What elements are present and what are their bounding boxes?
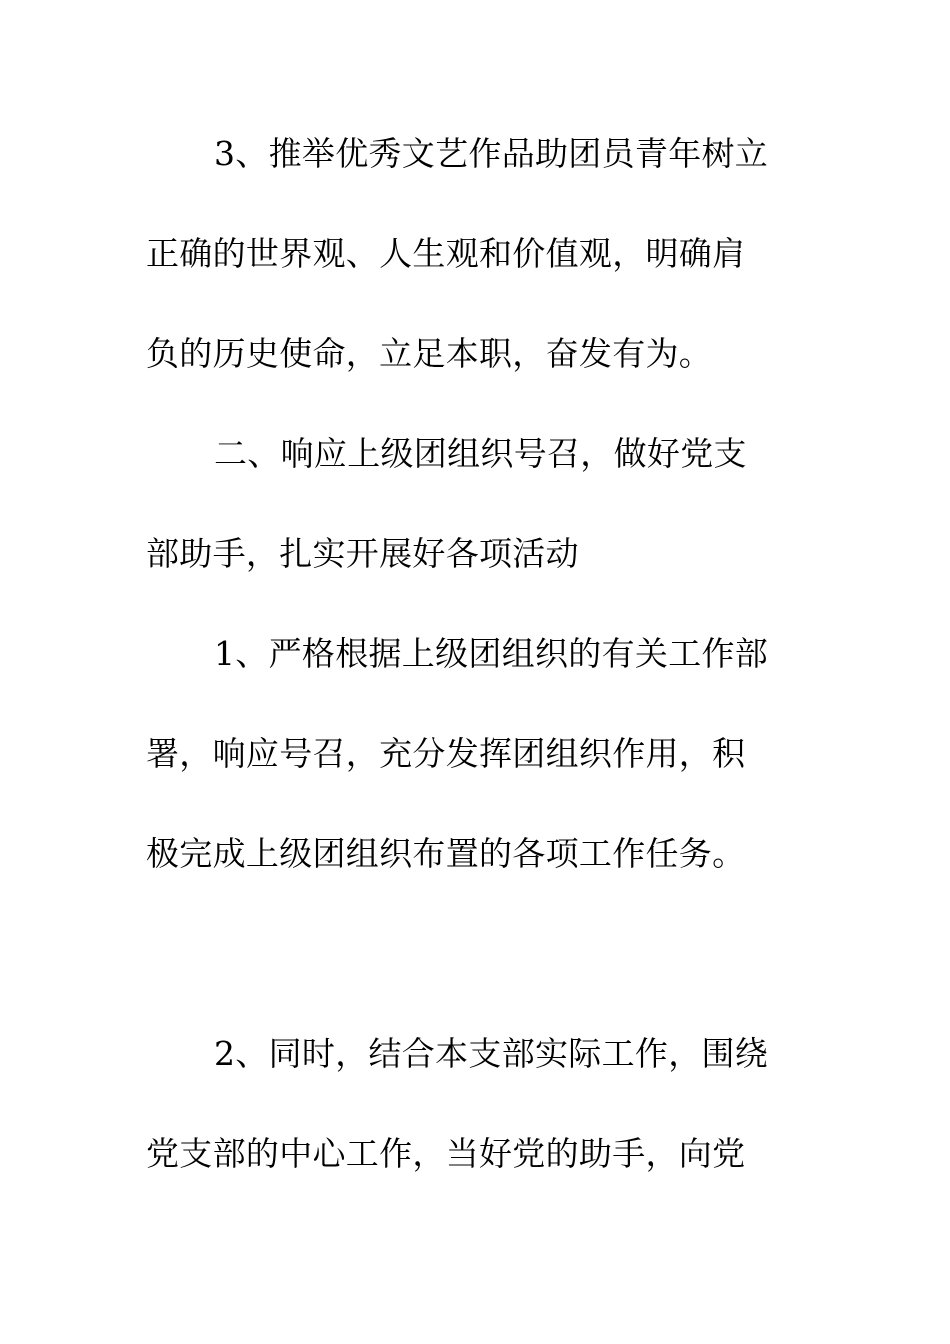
text-line: 部助手，扎实开展好各项活动 (146, 534, 579, 573)
text-line: 署，响应号召，充分发挥团组织作用，积 (146, 734, 746, 773)
text-line: 2、同时，结合本支部实际工作，围绕 (214, 1034, 769, 1073)
text-line: 党支部的中心工作，当好党的助手，向党 (146, 1134, 746, 1173)
text-line: 正确的世界观、人生观和价值观，明确肩 (146, 234, 746, 273)
text-line: 负的历史使命，立足本职，奋发有为。 (146, 334, 713, 373)
text-line: 1、严格根据上级团组织的有关工作部 (214, 634, 769, 673)
text-line: 3、推举优秀文艺作品助团员青年树立 (214, 134, 769, 173)
text-line: 二、响应上级团组织号召，做好党支 (214, 434, 747, 473)
text-line: 极完成上级团组织布置的各项工作任务。 (146, 834, 746, 873)
